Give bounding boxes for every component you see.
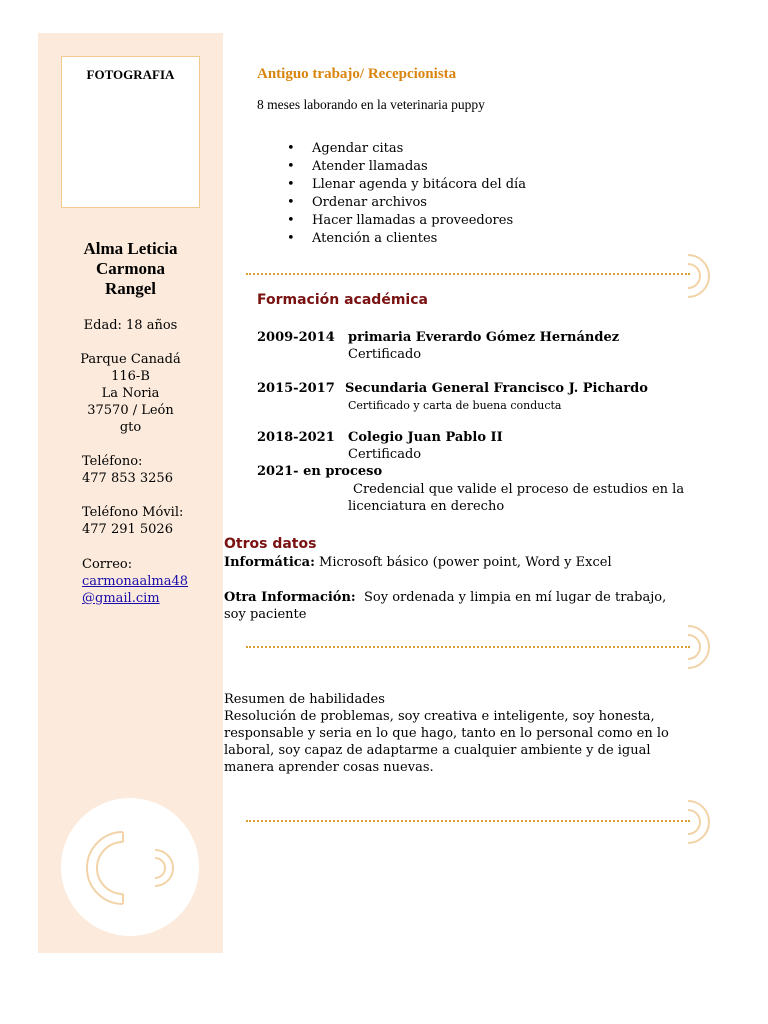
semicircle-ornament-icon [686, 624, 714, 670]
education-entry [257, 329, 335, 346]
list-item: • Atención a clientes [312, 230, 526, 248]
address [38, 351, 223, 436]
address-line: gto [119, 420, 142, 435]
skills-line: Resolución de problemas, soy creativa e inteligente, soy honesta, [224, 709, 655, 724]
dotted-divider [246, 820, 690, 822]
list-item: • Agendar citas [312, 140, 526, 158]
job-description: 8 meses laborando en la veterinaria puppy [257, 97, 485, 112]
other-heading: Otros datos [224, 536, 317, 552]
phone-label: Teléfono: [82, 454, 143, 469]
otra-value-line: soy paciente [224, 607, 307, 622]
address-line: 37570 / León [87, 403, 174, 418]
education-years: 2009-2014 [257, 330, 335, 345]
otra-info [224, 589, 666, 623]
name-line: Alma Leticia [83, 239, 178, 258]
email-line: carmonaalma48 [82, 574, 189, 589]
logo-icon [61, 798, 199, 936]
phone-number: 477 853 3256 [82, 471, 173, 486]
education-school: Secundaria General Francisco J. Pichardo [345, 381, 648, 396]
education-detail-line: Credencial que valide el proceso de estudios en la [353, 482, 685, 497]
education-heading: Formación académica [257, 292, 428, 308]
informatica-line [224, 554, 612, 571]
job-title: Antiguo trabajo/ Recepcionista [257, 66, 457, 82]
otra-value: Soy ordenada y limpia en mí lugar de trabajo, [355, 590, 667, 605]
list-item: • Llenar agenda y bitácora del día [312, 176, 526, 194]
list-item: • Ordenar archivos [312, 194, 526, 212]
email-line: @gmail.cim [82, 591, 160, 606]
skills-section [224, 691, 669, 776]
education-years: 2021- en proceso [257, 464, 383, 479]
education-school: Colegio Juan Pablo II [348, 430, 503, 445]
education-detail: Certificado [348, 447, 422, 462]
education-detail [348, 481, 684, 515]
skills-line: manera aprender cosas nuevas. [224, 760, 434, 775]
address-line: Parque Canadá [80, 352, 181, 367]
name-line: Rangel [105, 279, 156, 298]
phone-block [82, 453, 173, 487]
education-school: primaria Everardo Gómez Hernández [348, 330, 620, 345]
education-detail-line: licenciatura en derecho [348, 499, 505, 514]
education-detail: Certificado [348, 347, 422, 362]
email-link[interactable] [82, 573, 188, 607]
mobile-label: Teléfono Móvil: [82, 505, 184, 520]
informatica-value: Microsoft básico (power point, Word y Excel [314, 555, 612, 570]
list-item: • Atender llamadas [312, 158, 526, 176]
semicircle-ornament-icon [686, 253, 714, 299]
otra-label: Otra Información: [224, 590, 356, 605]
age: Edad: 18 años [83, 318, 178, 333]
address-line: 116-B [111, 369, 150, 384]
task-list [257, 140, 526, 248]
mobile-block [82, 504, 183, 538]
address-line: La Noria [101, 386, 160, 401]
semicircle-ornament-icon [686, 799, 714, 845]
skills-heading: Resumen de habilidades [224, 692, 385, 707]
education-years: 2018-2021 [257, 430, 335, 445]
logo-circle [61, 798, 199, 936]
mobile-number: 477 291 5026 [82, 522, 173, 537]
name-line: Carmona [96, 259, 165, 278]
dotted-divider [246, 273, 690, 275]
list-item: • Hacer llamadas a proveedores [312, 212, 526, 230]
email-block [82, 556, 188, 607]
education-years: 2015-2017 [257, 381, 335, 396]
photo-placeholder [61, 56, 200, 208]
dotted-divider [246, 646, 690, 648]
skills-line: laboral, soy capaz de adaptarme a cualquier ambiente y de igual [224, 743, 651, 758]
photo-label: FOTOGRAFIA [86, 67, 175, 82]
skills-line: responsable y seria en lo que hago, tanto en lo personal como en lo [224, 726, 669, 741]
education-detail: Certificado y carta de buena conducta [348, 399, 562, 412]
full-name [38, 239, 223, 299]
informatica-label: Informática: [224, 555, 315, 570]
email-label: Correo: [82, 557, 133, 572]
